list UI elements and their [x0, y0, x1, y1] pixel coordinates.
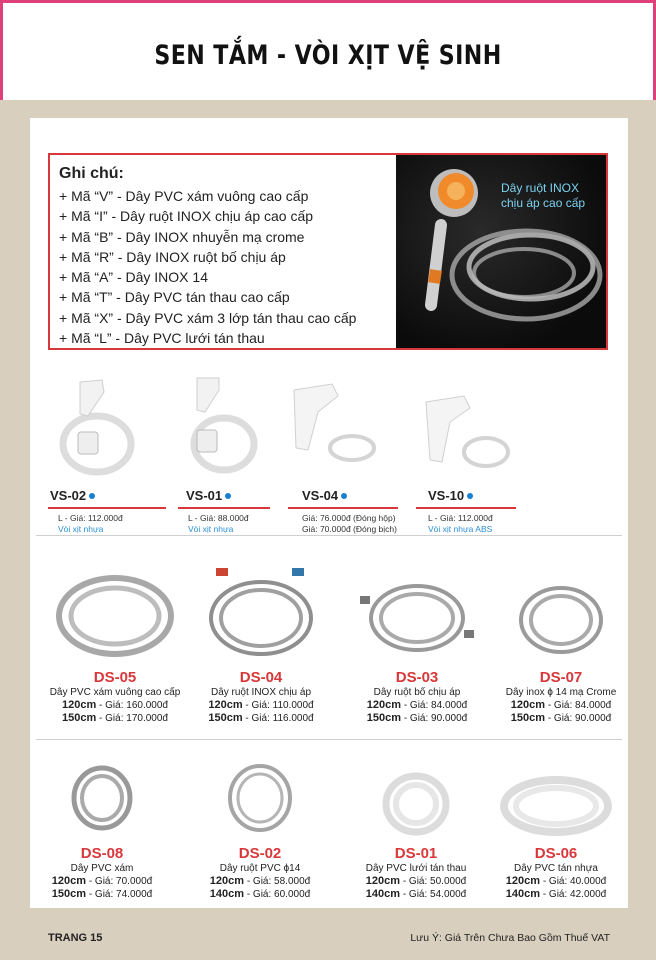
product-vs-02[interactable] — [48, 372, 166, 535]
price-line: 140cm - Giá: 54.000đ — [365, 888, 467, 900]
price-line: 140cm - Giá: 60.000đ — [209, 888, 311, 900]
dot-icon — [89, 493, 95, 499]
shower-head-photo — [396, 155, 606, 348]
product-ds-04[interactable] — [196, 562, 326, 725]
notes-list — [59, 165, 356, 348]
product-ds-07[interactable] — [498, 574, 624, 725]
product-desc: Dây PVC tán nhựa — [514, 863, 598, 874]
product-desc: Dây ruột bố chịu áp — [373, 687, 461, 698]
product-desc: Dây ruột INOX chịu áp — [210, 687, 312, 698]
price-line: 120cm - Giá: 50.000đ — [365, 875, 467, 887]
dot-icon — [341, 493, 347, 499]
product-code: DS-02 — [238, 845, 282, 862]
price-line: Giá: 76.000đ (Đóng hộp) — [302, 513, 396, 523]
note-line: + Mã “T” - Dây PVC tán thau cao cấp — [59, 289, 290, 306]
product-desc: Dây ruột PVC ɸ14 — [219, 863, 301, 874]
hose-coil-icon — [352, 572, 482, 664]
hose-coil-icon — [494, 758, 618, 840]
code-underline — [416, 507, 516, 509]
bidet-sprayer-icon — [288, 372, 398, 482]
hose-coil-icon — [354, 758, 478, 840]
product-ds-02[interactable] — [200, 754, 320, 901]
product-ds-03[interactable] — [352, 572, 482, 725]
price-line: Giá: 70.000đ (Đóng bịch) — [302, 524, 397, 534]
bidet-sprayer-icon — [416, 382, 516, 482]
vat-note: Lưu Ý: Giá Trên Chưa Bao Gồm Thuế VAT — [410, 932, 610, 944]
product-ds-08[interactable] — [50, 758, 154, 901]
product-ds-06[interactable] — [494, 758, 618, 901]
photo-caption: Dây ruột INOX chịu áp cao cấp — [501, 181, 586, 210]
page-title: SEN TẮM - VÒI XỊT VỆ SINH — [154, 40, 502, 71]
product-type: Vòi xịt nhựa ABS — [428, 524, 493, 534]
price-line: 150cm - Giá: 116.000đ — [208, 712, 314, 724]
product-code: DS-07 — [539, 669, 583, 686]
price-line: 150cm - Giá: 74.000đ — [51, 888, 153, 900]
product-code: VS-10 — [428, 488, 465, 503]
note-line: + Mã “A” - Dây INOX 14 — [59, 269, 208, 286]
hose-coil-icon — [498, 574, 624, 664]
page-number: TRANG 15 — [48, 932, 103, 944]
product-vs-04[interactable] — [288, 372, 398, 535]
product-vs-10[interactable] — [416, 382, 516, 535]
notes-box — [48, 153, 608, 350]
product-ds-05[interactable] — [40, 568, 190, 725]
divider — [36, 739, 622, 740]
product-code: DS-04 — [239, 669, 283, 686]
price-line: 120cm - Giá: 84.000đ — [510, 699, 612, 711]
product-type: Vòi xịt nhựa — [58, 524, 104, 534]
dot-icon — [225, 493, 231, 499]
note-line: + Mã “R” - Dây INOX ruột bố chịu áp — [59, 248, 286, 265]
dot-icon — [467, 493, 473, 499]
code-underline — [288, 507, 398, 509]
note-line: + Mã “L” - Dây PVC lưới tán thau — [59, 330, 265, 347]
bidet-sprayer-icon — [179, 372, 269, 482]
product-desc: Dây PVC lưới tán thau — [365, 863, 467, 874]
price-line: 120cm - Giá: 70.000đ — [51, 875, 153, 887]
product-vs-01[interactable] — [178, 372, 270, 535]
product-desc: Dây PVC xám vuông cao cấp — [49, 687, 181, 698]
note-line: + Mã “I” - Dây ruột INOX chịu áp cao cấp — [59, 208, 314, 225]
product-desc: Dây inox ɸ 14 mạ Crome — [505, 687, 617, 698]
product-code: DS-01 — [394, 845, 438, 862]
product-ds-01[interactable] — [354, 758, 478, 901]
price-line: 120cm - Giá: 58.000đ — [209, 875, 311, 887]
price-line: L - Giá: 112.000đ — [428, 513, 493, 523]
product-code: DS-06 — [534, 845, 578, 862]
price-line: 120cm - Giá: 40.000đ — [505, 875, 607, 887]
price-line: 150cm - Giá: 170.000đ — [62, 712, 168, 724]
price-line: L - Giá: 88.000đ — [188, 513, 249, 523]
hose-coil-icon — [50, 758, 154, 840]
product-code: DS-05 — [93, 669, 137, 686]
product-type: Vòi xịt nhựa — [188, 524, 234, 534]
price-line: L - Giá: 112.000đ — [58, 513, 123, 523]
price-line: 150cm - Giá: 90.000đ — [366, 712, 468, 724]
bidet-sprayer-icon — [52, 372, 162, 482]
notes-heading: Ghi chú: — [59, 165, 124, 182]
note-line: + Mã “B” - Dây INOX nhuyễn mạ crome — [59, 228, 305, 245]
product-code: VS-02 — [50, 488, 87, 503]
product-code: DS-03 — [395, 669, 439, 686]
price-line: 150cm - Giá: 90.000đ — [510, 712, 612, 724]
price-line: 120cm - Giá: 84.000đ — [366, 699, 468, 711]
code-underline — [178, 507, 270, 509]
divider — [36, 535, 622, 536]
hose-coil-icon — [40, 568, 190, 664]
product-desc: Dây PVC xám — [70, 863, 134, 874]
product-code: DS-08 — [80, 845, 124, 862]
product-code: VS-01 — [186, 488, 223, 503]
price-line: 120cm - Giá: 110.000đ — [208, 699, 314, 711]
product-code: VS-04 — [302, 488, 339, 503]
hose-coil-icon — [200, 754, 320, 840]
note-line: + Mã “X” - Dây PVC xám 3 lớp tán thau cao cấp — [59, 309, 357, 326]
price-line: 140cm - Giá: 42.000đ — [505, 888, 607, 900]
note-line: + Mã “V” - Dây PVC xám vuông cao cấp — [59, 188, 309, 204]
code-underline — [48, 507, 166, 509]
price-line: 120cm - Giá: 160.000đ — [62, 699, 168, 711]
hose-coil-icon — [196, 562, 326, 664]
